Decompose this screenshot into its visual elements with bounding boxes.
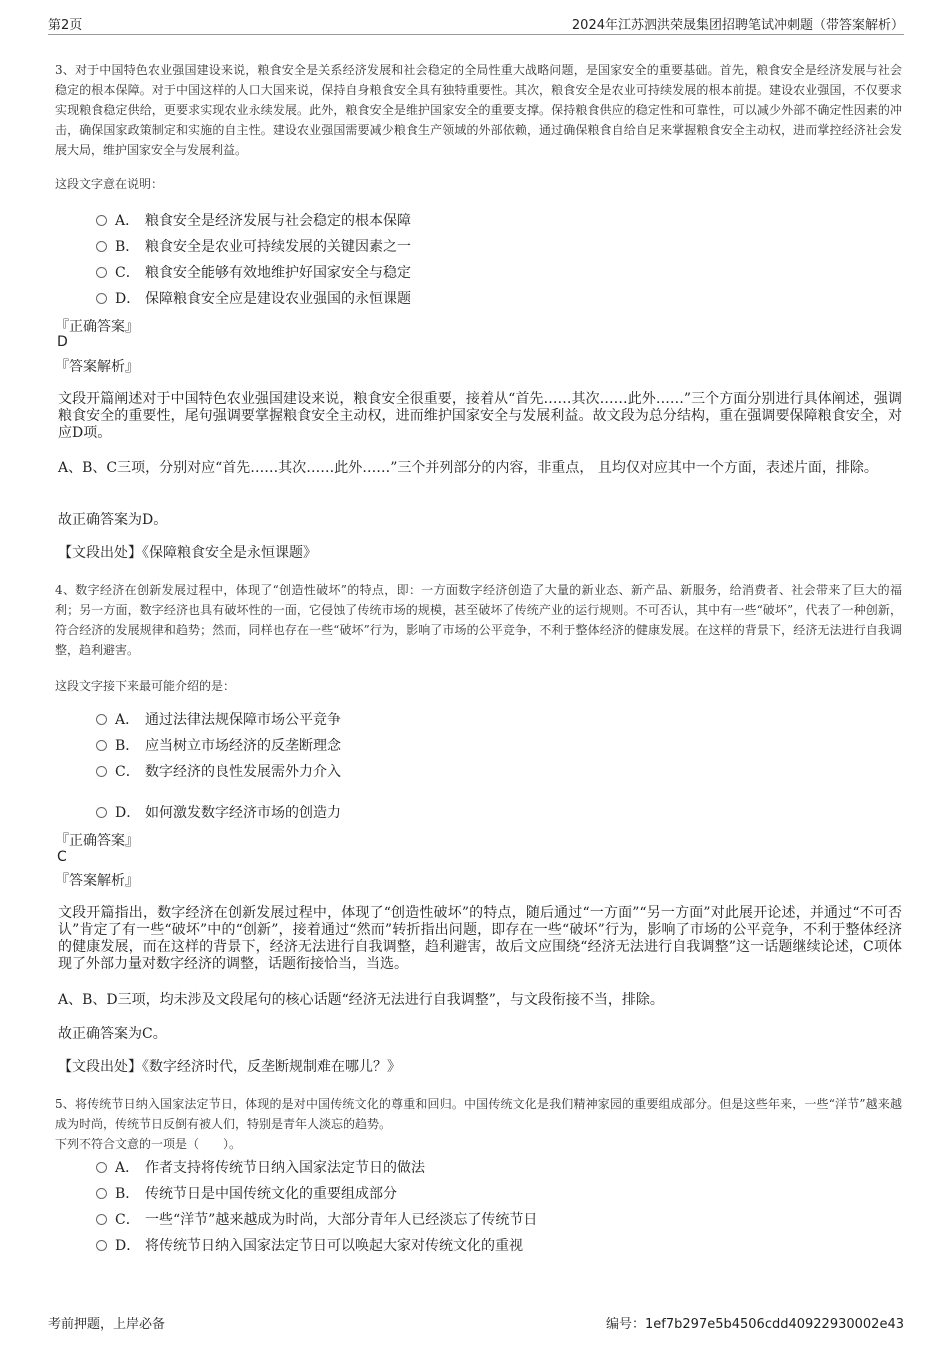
q3-source: 【文段出处】《保障粮食安全是永恒课题》: [58, 545, 317, 561]
q4-answer-label: 『正确答案』: [55, 833, 139, 849]
q4-option-b[interactable]: B． 应当树立市场经济的反垄断理念: [96, 735, 341, 755]
radio-icon[interactable]: [96, 714, 107, 725]
q5-prompt: 下列不符合文意的一项是（ ）。: [55, 1137, 242, 1151]
q4-source: 【文段出处】《数字经济时代，反垄断规制难在哪儿？》: [58, 1059, 401, 1075]
radio-icon[interactable]: [96, 1214, 107, 1225]
radio-icon[interactable]: [96, 807, 107, 818]
radio-icon[interactable]: [96, 1188, 107, 1199]
q3-analysis-3: 故正确答案为D。: [58, 512, 168, 528]
q4-analysis-label: 『答案解析』: [55, 873, 139, 889]
page-header: [48, 14, 904, 35]
q5-option-d[interactable]: D． 将传统节日纳入国家法定节日可以唤起大家对传统文化的重视: [96, 1235, 523, 1255]
q5-option-c[interactable]: C． 一些“洋节”越来越成为时尚，大部分青年人已经淡忘了传统节日: [96, 1209, 537, 1229]
radio-icon[interactable]: [96, 1162, 107, 1173]
q4-option-d[interactable]: D． 如何激发数字经济市场的创造力: [96, 802, 341, 822]
radio-icon[interactable]: [96, 766, 107, 777]
q4-analysis-2: A、B、D三项，均未涉及文段尾句的核心话题“经济无法进行自我调整”，与文段衔接不当，排除。: [58, 992, 664, 1008]
q3-option-d[interactable]: D． 保障粮食安全应是建设农业强国的永恒课题: [96, 288, 411, 308]
radio-icon[interactable]: [96, 740, 107, 751]
q4-prompt: 这段文字接下来最可能介绍的是：: [55, 679, 236, 693]
q3-option-b[interactable]: B． 粮食安全是农业可持续发展的关键因素之一: [96, 236, 411, 256]
q3-option-c[interactable]: C． 粮食安全能够有效地维护好国家安全与稳定: [96, 262, 411, 282]
q4-option-c[interactable]: C． 数字经济的良性发展需外力介入: [96, 761, 341, 781]
radio-icon[interactable]: [96, 241, 107, 252]
radio-icon[interactable]: [96, 267, 107, 278]
q4-option-a[interactable]: A． 通过法律法规保障市场公平竞争: [96, 709, 341, 729]
q5-option-a[interactable]: A． 作者支持将传统节日纳入国家法定节日的做法: [96, 1157, 425, 1177]
q3-analysis-1: 文段开篇阐述对于中国特色农业强国建设来说，粮食安全很重要，接着从“首先……其次……此外……”三个方面分别进行具体阐述，强调粮食安全的重要性，尾句强调要掌握粮食安全主动权，进而维护国家安全与发展利益。故文段为总分结构，重在强调要保障粮食安全，对应D项。: [58, 391, 902, 441]
radio-icon[interactable]: [96, 293, 107, 304]
q5-option-b[interactable]: B． 传统节日是中国传统文化的重要组成部分: [96, 1183, 397, 1203]
q4-answer: C: [57, 849, 67, 865]
q3-analysis-2: A、B、C三项，分别对应“首先……其次……此外……”三个并列部分的内容，非重点， 且均仅对应其中一个方面，表述片面，排除。: [58, 460, 878, 476]
document-id: 编号：1ef7b297e5b4506cdd40922930002e43: [606, 1317, 904, 1332]
q3-analysis-label: 『答案解析』: [55, 359, 139, 375]
q3-option-a[interactable]: A． 粮食安全是经济发展与社会稳定的根本保障: [96, 210, 411, 230]
footer-slogan: 考前押题，上岸必备: [48, 1317, 166, 1332]
radio-icon[interactable]: [96, 215, 107, 226]
q4-analysis-1: 文段开篇指出，数字经济在创新发展过程中，体现了“创造性破坏”的特点，随后通过“一方面”“另一方面”对此展开论述，并通过“不可否认”肯定了有一些“破坏”中的“创新”，接着通过“然而”转折指出问题，即存在一些“破坏”行为，影响了市场的公平竞争，不利于整体经济的健康发展，而在这样的背景下，经济无法进行自我调整，趋利避害，故后文应围绕“经济无法进行自我调整”这一话题继续论述，C项体现了外部力量对数字经济的调整，话题衔接恰当，当选。: [58, 905, 902, 972]
q3-prompt: 这段文字意在说明：: [55, 177, 164, 191]
q3-answer: D: [57, 334, 68, 350]
q4-analysis-3: 故正确答案为C。: [58, 1026, 167, 1042]
q5-stem: 5、将传统节日纳入国家法定节日，体现的是对中国传统文化的尊重和回归。中国传统文化是我们精神家园的重要组成部分。但是这些年来，一些“洋节”越来越成为时尚，传统节日反倒有被人们，特别是青年人淡忘的趋势。: [55, 1097, 902, 1131]
q3-answer-label: 『正确答案』: [55, 319, 139, 335]
q3-stem: 3、对于中国特色农业强国建设来说，粮食安全是关系经济发展和社会稳定的全局性重大战略问题，是国家安全的重要基础。首先，粮食安全是经济发展与社会稳定的根本保障。对于中国这样的人口大国来说，保持自身粮食安全具有独特重要性。其次，粮食安全是农业可持续发展的根本前提。建设农业强国，不仅要求实现粮食稳定供给，更要求实现农业永续发展。此外，粮食安全是维护国家安全的重要支撑。保持粮食供应的稳定性和可靠性，可以减少外部不确定性因素的冲击，确保国家政策制定和实施的自主性。建设农业强国需要减少粮食生产领域的外部依赖，通过确保粮食自给自足来掌握粮食安全主动权，进而掌控经济社会发展大局，维护国家安全与发展利益。: [55, 63, 902, 157]
radio-icon[interactable]: [96, 1240, 107, 1251]
q4-stem: 4、数字经济在创新发展过程中，体现了“创造性破坏”的特点，即：一方面数字经济创造了大量的新业态、新产品、新服务，给消费者、社会带来了巨大的福利；另一方面，数字经济也具有破坏性的一面，它侵蚀了传统市场的规模，甚至破坏了传统产业的运行规则。不可否认，其中有一些“破坏”，代表了一种创新，符合经济的发展规律和趋势；然而，同样也存在一些“破坏”行为，影响了市场的公平竞争，不利于整体经济的健康发展。在这样的背景下，经济无法进行自我调整，趋利避害。: [55, 583, 902, 657]
page-number: 第2页: [48, 18, 83, 33]
document-title: 2024年江苏泗洪荣晟集团招聘笔试冲刺题（带答案解析）: [571, 18, 904, 33]
